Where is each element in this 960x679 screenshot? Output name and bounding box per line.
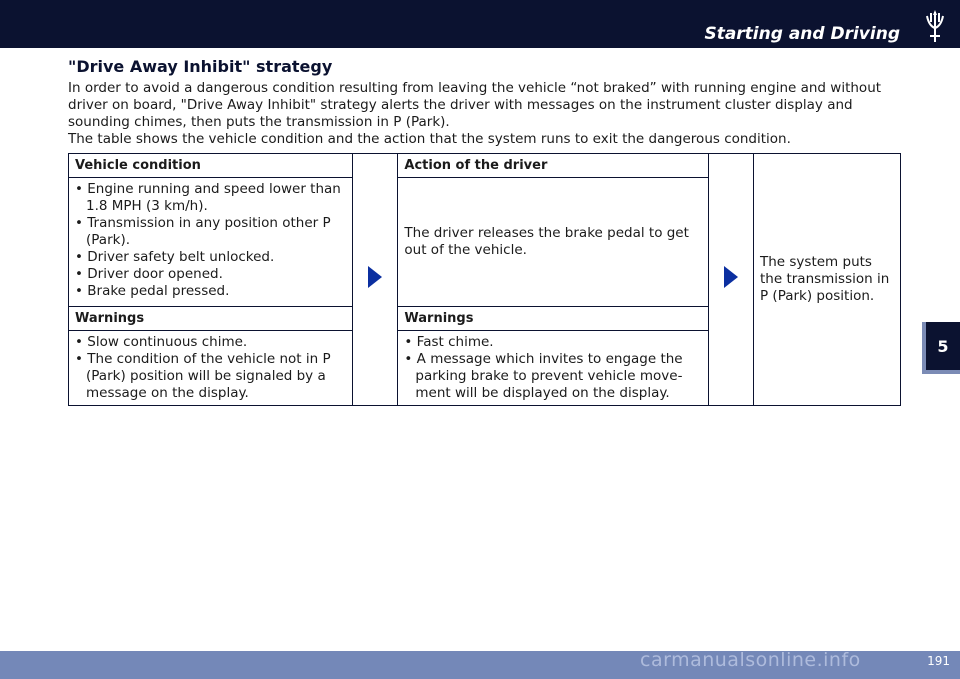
driver-action: The driver releases the brake pedal to get out of the vehicle. bbox=[398, 178, 709, 307]
intro-paragraph-1: In order to avoid a dangerous condition resulting from leaving the vehicle “not braked” with running engine and without driver on board, "Drive Away Inhibit" strategy alerts the driver with messages on the instrument cluster display and sounding chimes, then puts the transmission in P (Park). bbox=[68, 80, 882, 130]
arrow-cell-2 bbox=[709, 154, 754, 406]
warning-item: • A message which invites to engage the parking brake to prevent vehicle move-ment will be displayed on the display. bbox=[404, 351, 683, 401]
trident-logo-icon bbox=[922, 10, 948, 44]
condition-item: • Driver door opened. bbox=[75, 266, 223, 282]
intro-text bbox=[68, 80, 903, 148]
action-header: Action of the driver bbox=[398, 154, 709, 178]
condition-item: • Driver safety belt unlocked. bbox=[75, 249, 275, 265]
condition-item: • Engine running and speed lower than 1.8 MPH (3 km/h). bbox=[75, 181, 341, 214]
warnings-left-cell bbox=[69, 331, 353, 406]
condition-item: • Brake pedal pressed. bbox=[75, 283, 230, 299]
page-heading: "Drive Away Inhibit" strategy bbox=[68, 57, 333, 76]
arrow-right-icon bbox=[368, 266, 382, 288]
system-action: The system puts the transmission in P (Park) position. bbox=[754, 154, 901, 406]
vehicle-condition-header: Vehicle condition bbox=[69, 154, 353, 178]
warnings-header-right: Warnings bbox=[398, 307, 709, 331]
arrow-right-icon bbox=[724, 266, 738, 288]
warning-item: • Fast chime. bbox=[404, 334, 494, 350]
condition-table bbox=[68, 153, 901, 406]
chapter-tab[interactable]: 5 bbox=[922, 322, 960, 374]
conditions-cell bbox=[69, 178, 353, 307]
warnings-header-left: Warnings bbox=[69, 307, 353, 331]
arrow-cell-1 bbox=[353, 154, 398, 406]
warning-item: • The condition of the vehicle not in P (Park) position will be signaled by a message on the display. bbox=[75, 351, 331, 401]
watermark: carmanualsonline.info bbox=[640, 649, 861, 671]
warnings-right-cell bbox=[398, 331, 709, 406]
page-number: 191 bbox=[927, 654, 950, 668]
condition-item: • Transmission in any position other P (Park). bbox=[75, 215, 331, 248]
section-title: Starting and Driving bbox=[704, 24, 900, 44]
intro-paragraph-2: The table shows the vehicle condition and the action that the system runs to exit the dangerous condition. bbox=[68, 131, 791, 147]
warning-item: • Slow continuous chime. bbox=[75, 334, 248, 350]
